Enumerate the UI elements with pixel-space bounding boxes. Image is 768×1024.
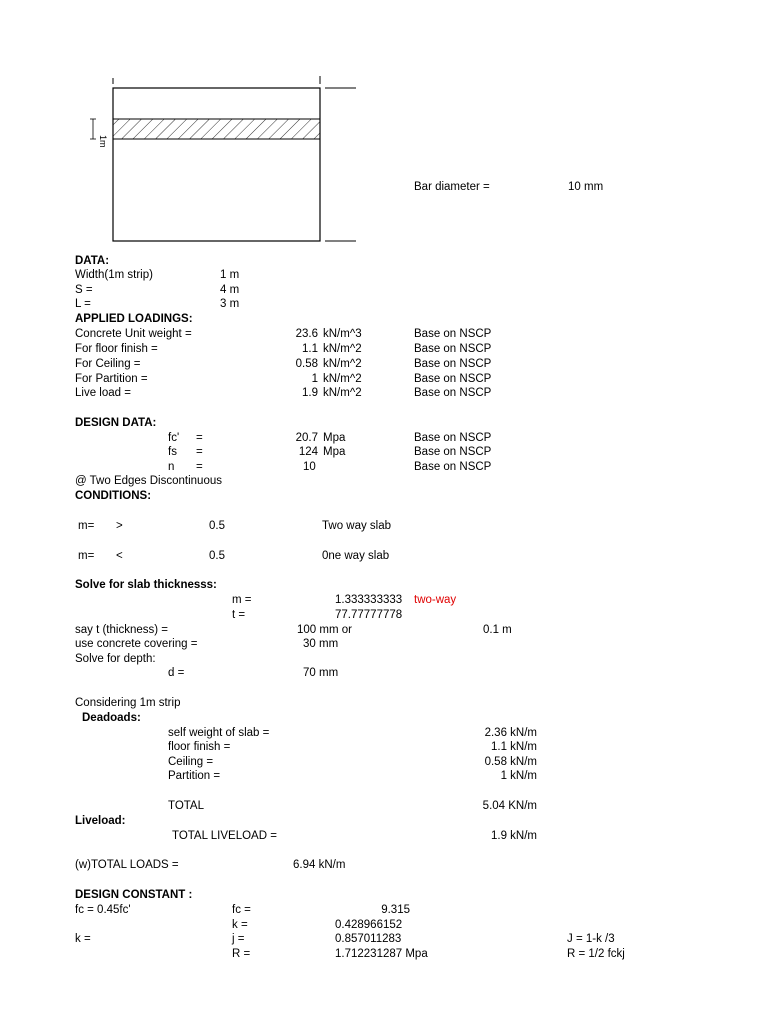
design-label: n bbox=[168, 461, 175, 473]
strip-hatch bbox=[113, 119, 320, 139]
design-data-heading: DESIGN DATA: bbox=[75, 417, 157, 429]
loading-value: 1.9 bbox=[302, 387, 318, 399]
loading-value: 23.6 bbox=[295, 328, 318, 340]
loading-unit: kN/m^2 bbox=[323, 387, 362, 399]
dead-value: 1 kN/m bbox=[500, 770, 537, 782]
design-label: fc' bbox=[168, 432, 180, 444]
liveload-heading: Liveload: bbox=[75, 815, 126, 827]
total-loads-value: 6.94 kN/m bbox=[293, 859, 346, 871]
design-label: fs bbox=[168, 446, 177, 458]
loading-value: 1 bbox=[311, 373, 318, 385]
loading-label: Live load = bbox=[75, 387, 131, 399]
design-eq: = bbox=[196, 446, 203, 458]
strip-label: 1m bbox=[98, 135, 108, 148]
d-label: d = bbox=[168, 667, 185, 679]
constant-label: fc = bbox=[232, 904, 251, 916]
loading-value: 0.58 bbox=[295, 358, 318, 370]
loading-unit: kN/m^2 bbox=[323, 343, 362, 355]
m-result: two-way bbox=[414, 594, 457, 606]
constant-value: 1.712231287 Mpa bbox=[335, 948, 428, 960]
say-alt: 0.1 m bbox=[483, 624, 512, 636]
depth-heading: Solve for depth: bbox=[75, 653, 156, 665]
dead-label: floor finish = bbox=[168, 741, 231, 753]
condition-value: 0.5 bbox=[209, 550, 225, 562]
loading-unit: kN/m^2 bbox=[323, 373, 362, 385]
loading-note: Base on NSCP bbox=[414, 328, 492, 340]
say-value: 100 mm or bbox=[297, 624, 352, 636]
slab-outline bbox=[113, 88, 320, 241]
data-value: 4 m bbox=[220, 284, 240, 296]
total-value: 5.04 KN/m bbox=[482, 800, 537, 812]
slab-diagram bbox=[0, 0, 768, 260]
dead-value: 0.58 kN/m bbox=[484, 756, 537, 768]
loading-value: 1.1 bbox=[302, 343, 318, 355]
design-eq: = bbox=[196, 432, 203, 444]
strip-heading: Considering 1m strip bbox=[75, 697, 181, 709]
design-unit: Mpa bbox=[323, 446, 346, 458]
m-label: m = bbox=[232, 594, 252, 606]
fc-formula: fc = 0.45fc' bbox=[75, 904, 131, 916]
data-label: L = bbox=[75, 298, 91, 310]
loading-unit: kN/m^3 bbox=[323, 328, 362, 340]
data-value: 1 m bbox=[220, 269, 240, 281]
dead-label: self weight of slab = bbox=[168, 727, 270, 739]
constant-note: J = 1-k /3 bbox=[567, 933, 615, 945]
cover-label: use concrete covering = bbox=[75, 638, 198, 650]
data-label: Width(1m strip) bbox=[75, 269, 153, 281]
edges-note: @ Two Edges Discontinuous bbox=[75, 475, 222, 487]
constant-value: 0.857011283 bbox=[335, 933, 402, 945]
bar-value: 10 mm bbox=[568, 181, 604, 193]
loading-label: For Partition = bbox=[75, 373, 148, 385]
d-value: 70 mm bbox=[303, 667, 339, 679]
design-note: Base on NSCP bbox=[414, 446, 492, 458]
loading-note: Base on NSCP bbox=[414, 358, 492, 370]
condition-result: Two way slab bbox=[322, 520, 392, 532]
condition-op: > bbox=[116, 520, 123, 532]
total-live-value: 1.9 kN/m bbox=[490, 830, 537, 842]
loading-unit: kN/m^2 bbox=[323, 358, 362, 370]
loading-label: For Ceiling = bbox=[75, 358, 141, 370]
applied-loadings-heading: APPLIED LOADINGS: bbox=[75, 313, 193, 325]
loading-label: For floor finish = bbox=[75, 343, 158, 355]
data-value: 3 m bbox=[220, 298, 240, 310]
deadloads-heading: Deadoads: bbox=[82, 712, 141, 724]
data-label: S = bbox=[75, 284, 93, 296]
condition-m: m= bbox=[78, 550, 95, 562]
design-value: 124 bbox=[298, 446, 318, 458]
k-formula: k = bbox=[75, 933, 91, 945]
constant-note: R = 1/2 fckj bbox=[567, 948, 625, 960]
design-note: Base on NSCP bbox=[414, 461, 492, 473]
design-value: 20.7 bbox=[295, 432, 318, 444]
loading-label: Concrete Unit weight = bbox=[75, 328, 192, 340]
constant-label: R = bbox=[232, 948, 251, 960]
t-label: t = bbox=[232, 609, 246, 621]
thickness-heading: Solve for slab thicknesss: bbox=[75, 579, 217, 591]
design-value: 10 bbox=[303, 461, 316, 473]
cover-value: 30 mm bbox=[303, 638, 339, 650]
condition-value: 0.5 bbox=[209, 520, 225, 532]
say-label: say t (thickness) = bbox=[75, 624, 168, 636]
loading-note: Base on NSCP bbox=[414, 387, 492, 399]
dead-label: Partition = bbox=[168, 770, 221, 782]
m-value: 1.333333333 bbox=[335, 594, 403, 606]
design-unit: Mpa bbox=[323, 432, 346, 444]
total-loads-label: (w)TOTAL LOADS = bbox=[75, 859, 179, 871]
constant-value: 9.315 bbox=[381, 904, 410, 916]
condition-m: m= bbox=[78, 520, 95, 532]
constant-value: 0.428966152 bbox=[335, 919, 403, 931]
design-eq: = bbox=[196, 461, 203, 473]
loading-note: Base on NSCP bbox=[414, 343, 492, 355]
condition-result: 0ne way slab bbox=[322, 550, 390, 562]
constant-label: j = bbox=[232, 933, 245, 945]
design-note: Base on NSCP bbox=[414, 432, 492, 444]
design-constant-heading: DESIGN CONSTANT : bbox=[75, 889, 193, 901]
total-live-label: TOTAL LIVELOAD = bbox=[172, 830, 277, 842]
total-label: TOTAL bbox=[168, 800, 204, 812]
dead-value: 2.36 kN/m bbox=[484, 727, 537, 739]
constant-label: k = bbox=[232, 919, 248, 931]
dead-label: Ceiling = bbox=[168, 756, 214, 768]
condition-op: < bbox=[116, 550, 123, 562]
dead-value: 1.1 kN/m bbox=[490, 741, 537, 753]
loading-note: Base on NSCP bbox=[414, 373, 492, 385]
data-heading: DATA: bbox=[75, 255, 110, 267]
conditions-heading: CONDITIONS: bbox=[75, 490, 152, 502]
bar-label: Bar diameter = bbox=[414, 181, 490, 193]
t-value: 77.77777778 bbox=[335, 609, 403, 621]
